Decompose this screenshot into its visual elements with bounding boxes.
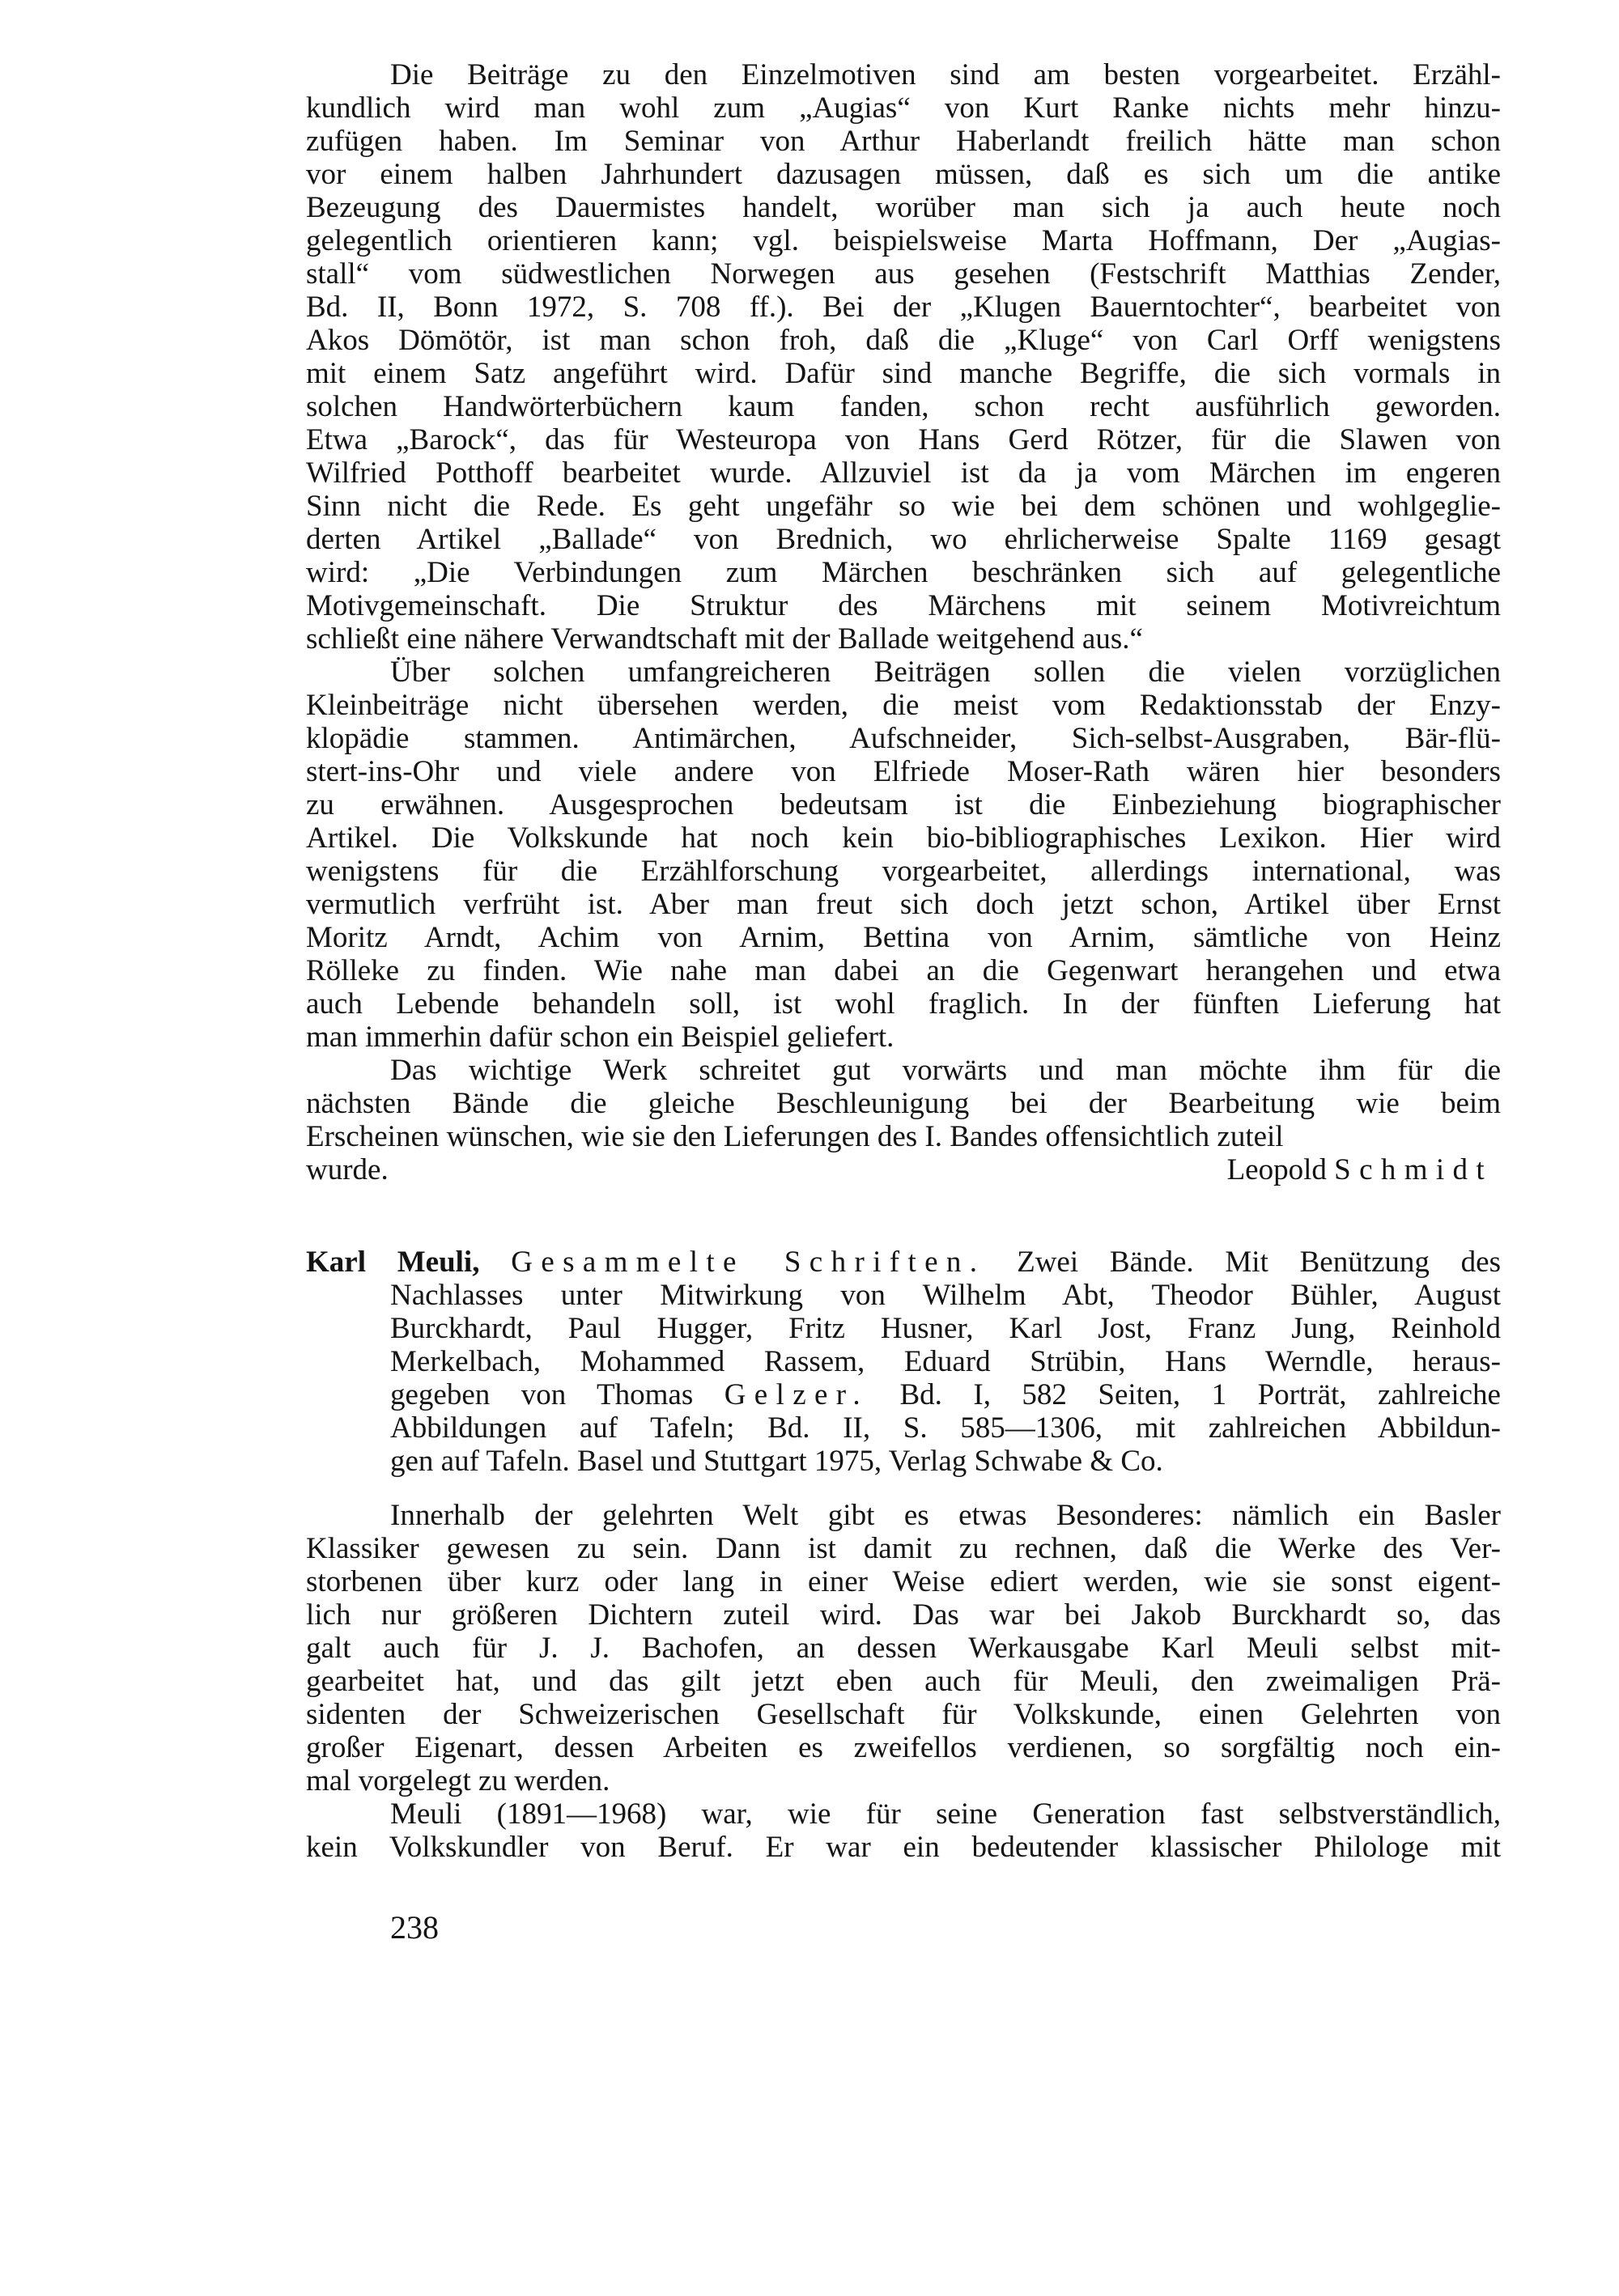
text-line — [306, 1698, 1501, 1731]
text-segment: Bd. I, 582 Seiten, 1 Porträt, zahlreiche — [869, 1378, 1501, 1411]
text-line — [306, 622, 1501, 656]
text-segment: zu erwähnen. Ausgesprochen bedeutsam ist die Einbeziehung biographischer — [306, 788, 1501, 821]
text-segment: Wilfried Potthoff bearbeitet wurde. Allzuviel ist da ja vom Märchen im engeren — [306, 456, 1501, 490]
text-line — [306, 788, 1501, 821]
text-segment: lich nur größeren Dichtern zuteil wird. Das war bei Jakob Burckhardt so, das — [306, 1598, 1501, 1632]
text-segment: Merkelbach, Mohammed Rassem, Eduard Strübin, Hans Werndle, heraus- — [390, 1345, 1501, 1378]
text-line — [306, 58, 1501, 91]
text-segment: Rölleke zu finden. Wie nahe man dabei an die Gegenwart herangehen und etwa — [306, 954, 1501, 987]
page-number: 238 — [390, 1909, 439, 1946]
closing-word: wurde. — [306, 1153, 389, 1186]
text-segment: gelegentlich orientieren kann; vgl. beispielsweise Marta Hoffmann, Der „Augias- — [306, 224, 1501, 257]
paragraph — [306, 1499, 1501, 1797]
text-line — [306, 1120, 1501, 1153]
text-segment: klopädie stammen. Antimärchen, Aufschneider, Sich-selbst-Ausgraben, Bär-flü- — [306, 722, 1501, 755]
text-segment: Erscheinen wünschen, wie sie den Lieferungen des I. Bandes offensichtlich zuteil — [306, 1120, 1284, 1153]
text-segment: stall“ vom südwestlichen Norwegen aus gesehen (Festschrift Matthias Zender, — [306, 257, 1501, 291]
text-segment: storbenen über kurz oder lang in einer Weise ediert werden, wie sie sonst eigent- — [306, 1565, 1501, 1598]
text-line — [306, 1797, 1501, 1831]
paragraph — [306, 656, 1501, 1054]
text-segment: stert-ins-Ohr und viele andere von Elfriede Moser-Rath wären hier besonders — [306, 755, 1501, 788]
text-line — [306, 689, 1501, 722]
text-line — [306, 125, 1501, 158]
text-line — [306, 1378, 1501, 1411]
spaced-emphasis: Gesammelte Schriften. — [511, 1246, 986, 1279]
text-line — [306, 888, 1501, 921]
text-line — [306, 1345, 1501, 1378]
text-line — [306, 1445, 1501, 1478]
paragraph — [306, 58, 1501, 656]
text-line — [306, 257, 1501, 291]
text-segment: vor einem halben Jahrhundert dazusagen müssen, daß es sich um die antike — [306, 158, 1501, 191]
reviewer-last-name: Schmidt — [1334, 1153, 1493, 1186]
text-segment: gearbeitet hat, und das gilt jetzt eben auch für Meuli, den zweimaligen Prä- — [306, 1665, 1501, 1698]
text-line — [306, 158, 1501, 191]
text-segment: Bd. II, Bonn 1972, S. 708 ff.). Bei der „Klugen Bauerntochter“, bearbeitet von — [306, 291, 1501, 324]
text-line — [306, 1054, 1501, 1087]
review-meuli-body — [306, 1499, 1501, 1864]
text-line — [306, 921, 1501, 954]
text-line — [306, 1279, 1501, 1312]
text-segment: Meuli (1891—1968) war, wie für seine Generation fast selbstverständlich, — [390, 1797, 1501, 1831]
text-line — [306, 987, 1501, 1021]
text-line — [306, 1565, 1501, 1598]
bibliographic-entry-meuli — [306, 1246, 1501, 1478]
text-segment: Artikel. Die Volkskunde hat noch kein bio-bibliographisches Lexikon. Hier wird — [306, 821, 1501, 855]
text-line — [306, 954, 1501, 987]
text-line — [306, 224, 1501, 257]
paragraph — [306, 1054, 1501, 1153]
text-line — [306, 291, 1501, 324]
text-segment: schließt eine nähere Verwandtschaft mit der Ballade weitgehend aus.“ — [306, 622, 1143, 656]
review-leopold-schmidt — [306, 58, 1501, 1186]
text-line — [306, 1831, 1501, 1864]
text-line — [306, 456, 1501, 490]
text-segment: wird: „Die Verbindungen zum Märchen beschränken sich auf gelegentliche — [306, 556, 1501, 589]
text-line — [306, 589, 1501, 622]
text-line — [306, 390, 1501, 423]
reviewer-first-name: Leopold — [1226, 1153, 1327, 1186]
text-segment — [479, 1246, 511, 1279]
text-segment: gen auf Tafeln. Basel und Stuttgart 1975, Verlag Schwabe & Co. — [390, 1445, 1163, 1478]
text-line — [306, 821, 1501, 855]
text-segment: galt auch für J. J. Bachofen, an dessen Werkausgabe Karl Meuli selbst mit- — [306, 1632, 1501, 1665]
text-segment: kein Volkskundler von Beruf. Er war ein bedeutender klassischer Philologe mit — [306, 1831, 1501, 1864]
text-segment: Klassiker gewesen zu sein. Dann ist damit zu rechnen, daß die Werke des Ver- — [306, 1532, 1501, 1565]
text-segment: man immerhin dafür schon ein Beispiel geliefert. — [306, 1021, 894, 1054]
signature-line — [306, 1153, 1501, 1186]
review-body — [306, 58, 1501, 1153]
text-segment: Sinn nicht die Rede. Es geht ungefähr so wie bei dem schönen und wohlgeglie- — [306, 490, 1501, 523]
text-line — [306, 1021, 1501, 1054]
text-line — [306, 523, 1501, 556]
text-segment: Kleinbeiträge nicht übersehen werden, die meist vom Redaktionsstab der Enzy- — [306, 689, 1501, 722]
paragraph — [306, 1797, 1501, 1864]
text-segment: Bezeugung des Dauermistes handelt, worüber man sich ja auch heute noch — [306, 191, 1501, 224]
text-segment: Die Beiträge zu den Einzelmotiven sind am besten vorgearbeitet. Erzähl- — [390, 58, 1501, 91]
text-line — [306, 91, 1501, 125]
text-line — [306, 855, 1501, 888]
text-segment: Zwei Bände. Mit Benützung des — [985, 1246, 1501, 1279]
text-segment: Das wichtige Werk schreitet gut vorwärts und man möchte ihm für die — [390, 1054, 1501, 1087]
author-name: Karl Meuli, — [306, 1246, 480, 1279]
spaced-emphasis: Gelzer. — [724, 1378, 869, 1411]
text-segment: vermutlich verfrüht ist. Aber man freut sich doch jetzt schon, Artikel über Ernst — [306, 888, 1501, 921]
text-line — [306, 556, 1501, 589]
text-line — [306, 1411, 1501, 1445]
text-line — [306, 1532, 1501, 1565]
reviewer-name — [1227, 1153, 1501, 1186]
text-line — [306, 191, 1501, 224]
text-segment: Etwa „Barock“, das für Westeuropa von Hans Gerd Rötzer, für die Slawen von — [306, 423, 1501, 456]
text-segment: Burckhardt, Paul Hugger, Fritz Husner, Karl Jost, Franz Jung, Reinhold — [390, 1312, 1501, 1345]
text-segment: derten Artikel „Ballade“ von Brednich, wo ehrlicherweise Spalte 1169 gesagt — [306, 523, 1501, 556]
text-line — [306, 423, 1501, 456]
text-line — [306, 1312, 1501, 1345]
text-segment: wenigstens für die Erzählforschung vorgearbeitet, allerdings international, was — [306, 855, 1501, 888]
text-segment: Motivgemeinschaft. Die Struktur des Märchens mit seinem Motivreichtum — [306, 589, 1501, 622]
text-line — [306, 722, 1501, 755]
text-segment: sidenten der Schweizerischen Gesellschaft für Volkskunde, einen Gelehrten von — [306, 1698, 1501, 1731]
text-segment: mal vorgelegt zu werden. — [306, 1764, 610, 1797]
text-line — [306, 656, 1501, 689]
text-segment: solchen Handwörterbüchern kaum fanden, schon recht ausführlich geworden. — [306, 390, 1501, 423]
text-line — [306, 357, 1501, 390]
text-segment: großer Eigenart, dessen Arbeiten es zweifellos verdienen, so sorgfältig noch ein- — [306, 1731, 1501, 1764]
text-segment: Moritz Arndt, Achim von Arnim, Bettina von Arnim, sämtliche von Heinz — [306, 921, 1501, 954]
text-segment: nächsten Bände die gleiche Beschleunigung bei der Bearbeitung wie beim — [306, 1087, 1501, 1120]
text-segment: Über solchen umfangreicheren Beiträgen sollen die vielen vorzüglichen — [390, 656, 1501, 689]
text-line — [306, 755, 1501, 788]
text-segment: auch Lebende behandeln soll, ist wohl fraglich. In der fünften Lieferung hat — [306, 987, 1501, 1021]
text-line — [306, 1499, 1501, 1532]
text-line — [306, 1731, 1501, 1764]
text-line — [306, 490, 1501, 523]
text-segment: kundlich wird man wohl zum „Augias“ von Kurt Ranke nichts mehr hinzu- — [306, 91, 1501, 125]
text-line — [306, 324, 1501, 357]
text-segment: zufügen haben. Im Seminar von Arthur Haberlandt freilich hätte man schon — [306, 125, 1501, 158]
text-line — [306, 1665, 1501, 1698]
text-segment: Innerhalb der gelehrten Welt gibt es etwas Besonderes: nämlich ein Basler — [390, 1499, 1501, 1532]
text-segment: mit einem Satz angeführt wird. Dafür sind manche Begriffe, die sich vormals in — [306, 357, 1501, 390]
text-line — [306, 1764, 1501, 1797]
text-segment: gegeben von Thomas — [390, 1378, 725, 1411]
text-line — [306, 1632, 1501, 1665]
text-line — [306, 1087, 1501, 1120]
text-segment: Abbildungen auf Tafeln; Bd. II, S. 585—1306, mit zahlreichen Abbildun- — [390, 1411, 1501, 1445]
text-line — [306, 1598, 1501, 1632]
text-segment: Nachlasses unter Mitwirkung von Wilhelm Abt, Theodor Bühler, August — [390, 1279, 1501, 1312]
text-line — [306, 1246, 1501, 1279]
text-segment: Akos Dömötör, ist man schon froh, daß die „Kluge“ von Carl Orff wenigstens — [306, 324, 1501, 357]
